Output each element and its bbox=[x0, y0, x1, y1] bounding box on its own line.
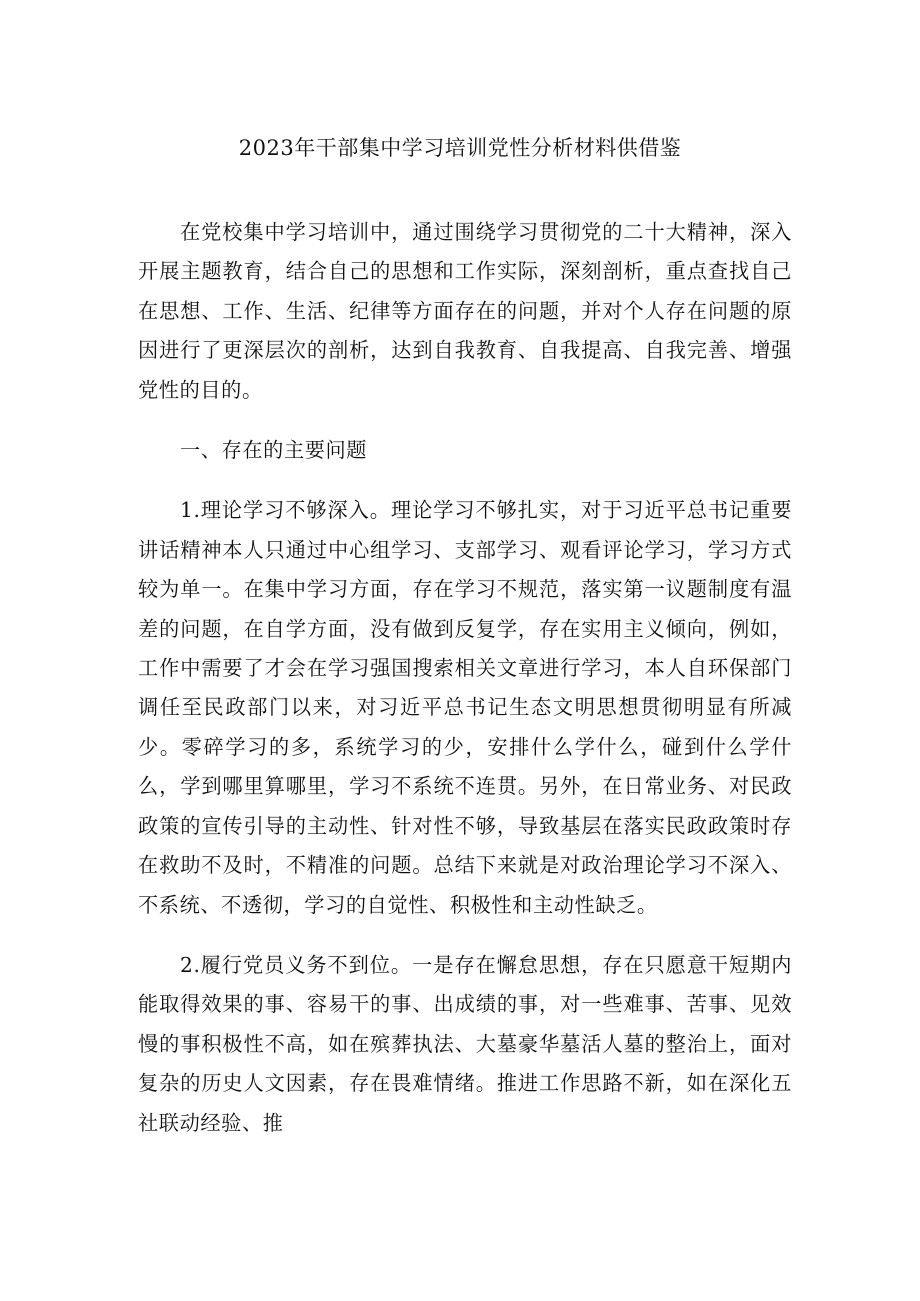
document-title: 2023年干部集中学习培训党性分析材料供借鉴 bbox=[238, 136, 682, 160]
problem-item-1-paragraph: 1.理论学习不够深入。理论学习不够扎实，对于习近平总书记重要讲话精神本人只通过中心组学习、支部学习、观看评论学习，学习方式较为单一。在集中学习方面，存在学习不规范，落实第一议题制度有温差的问题，在自学方面，没有做到反复学，存在实用主义倾向，例如，工作中需要了才会在学习强国搜索相关文章进行学习，本人自环保部门调任至民政部门以来，对习近平总书记生态文明思想贯彻明显有所减少。零碎学习的多，系统学习的少，安排什么学什么，碰到什么学什么，学到哪里算哪里，学习不系统不连贯。另外，在日常业务、对民政政策的宣传引导的主动性、针对性不够，导致基层在落实民政政策时存在救助不及时，不精准的问题。总结下来就是对政治理论学习不深入、不系统、不透彻，学习的自觉性、积极性和主动性缺乏。 bbox=[138, 498, 792, 917]
intro-paragraph: 在党校集中学习培训中，通过围绕学习贯彻党的二十大精神，深入开展主题教育，结合自己的思想和工作实际，深刻剖析，重点查找自己在思想、工作、生活、纪律等方面存在的问题，并对个人存在问题的原因进行了更深层次的剖析，达到自我教育、自我提高、自我完善、增强党性的目的。 bbox=[138, 220, 792, 402]
problem-item-2-paragraph: 2.履行党员义务不到位。一是存在懈怠思想，存在只愿意干短期内能取得效果的事、容易干的事、出成绩的事，对一些难事、苦事、见效慢的事积极性不高，如在殡葬执法、大墓豪华墓活人墓的整治上，面对复杂的历史人文因素，存在畏难情绪。推进工作思路不新，如在深化五社联动经验、推 bbox=[138, 952, 792, 1135]
document-body bbox=[138, 213, 792, 1164]
section-heading-main-problems: 一、存在的主要问题 bbox=[180, 438, 368, 463]
